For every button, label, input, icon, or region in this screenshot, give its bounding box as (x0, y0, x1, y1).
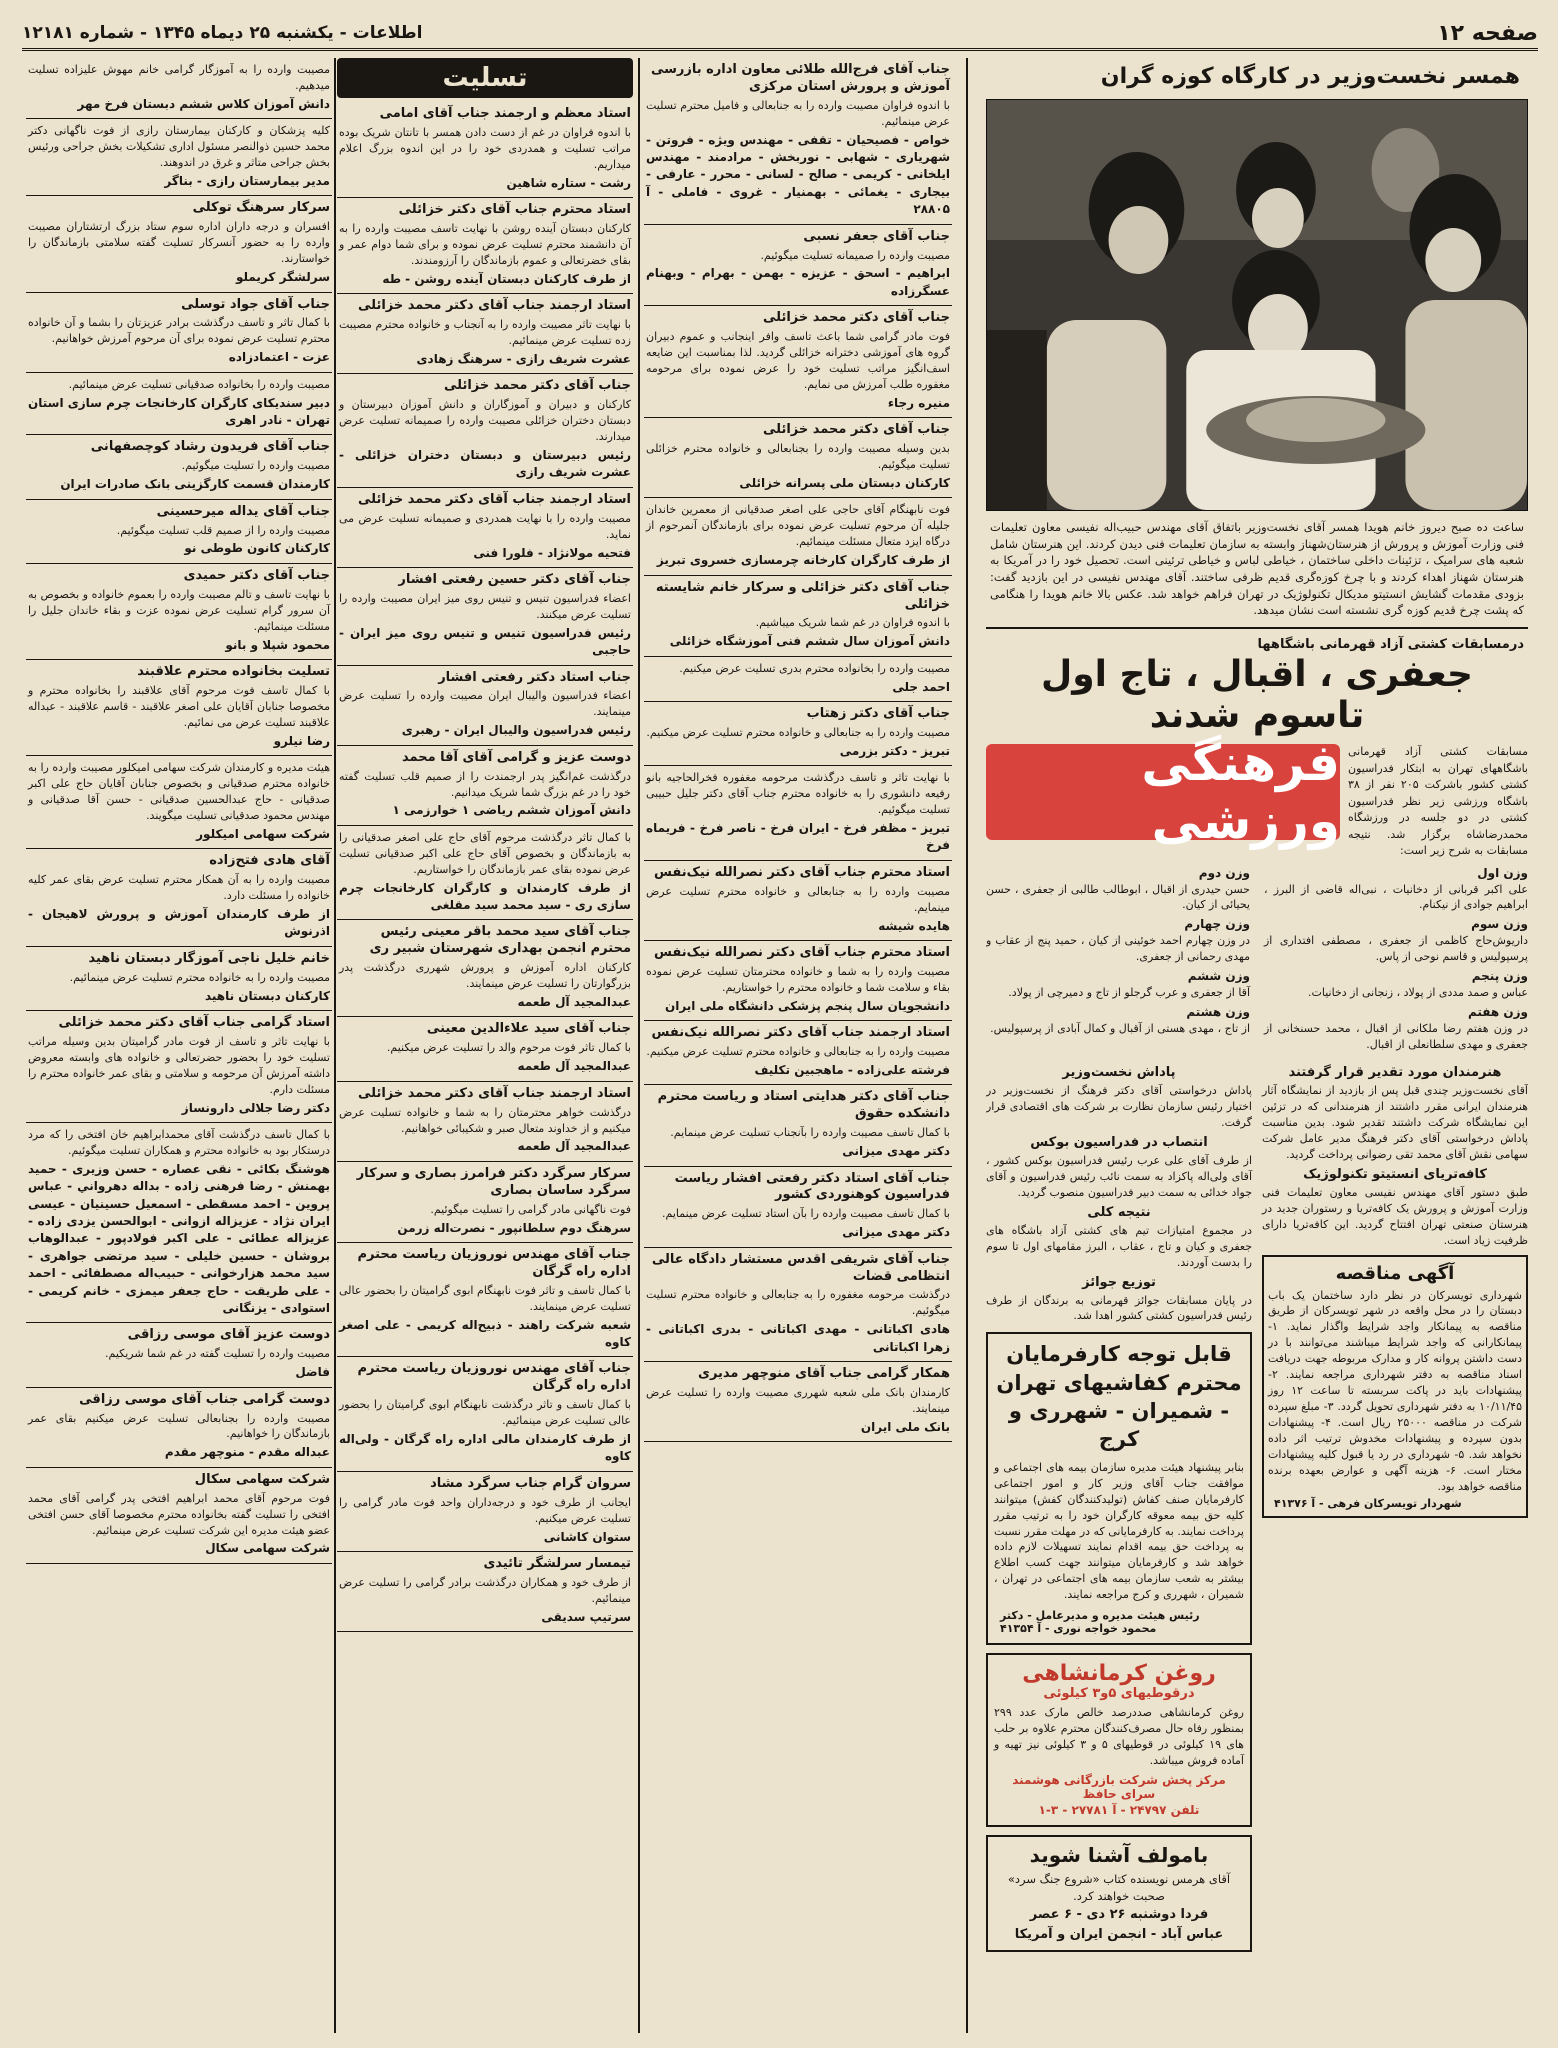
photo-caption: ساعت ده صبح دیروز خانم هویدا همسر آقای نخست‌وزیر باتفاق آقای مهندس حبیب‌اله نفیسی معاون تعلیمات فنی وزارت آموزش و پرورش از هنرستان‌شهناز وابسته به سازمان تعلیمات فنی دیدن کردند. این هنرستان شامل شعبه های سرامیک ، تزئینات داخلی ساختمان ، خیاطی لباس و خیاطی ترئینی است. تحصیل خود را در آمریکا به هنرستان شهناز اهداء کردند و با چرخ کوزه‌گری قدیم ظرفی ساختند. آقای مهندس نفیسی در این بازدید گفت: بزودی مقدمات گشایش انستیتو مدیکال تکنولوژیک در تهران فراهم خواهد شد. عکس بالا خانم هویدا را هنگامی که پشت چرخ قدیم کوزه گری نشسته است نشان میدهد. (990, 520, 1524, 618)
notice-text: با کمال تاسف و تاثر فوت نابهنگام ابوی گرامیتان را بحضور عالی تسلیت عرض مینمایند. (339, 1283, 631, 1313)
sports-headline: جعفری ، اقبال ، تاج اول تاسوم شدند (1041, 654, 1473, 737)
notice-signature: کارکنان دبستان ملی پسرانه خزائلی (739, 476, 950, 491)
notice-text: مصیبت وارده را از صمیم قلب تسلیت میگوئیم. (116, 523, 330, 537)
notice-title: جناب آقای دکتر زهتاب (806, 706, 950, 722)
notice-text: کارکنان دبستان آینده روشن با نهایت تاسف مصیبت وارده را به آن دانشمند محترم تسلیت عرض نموده و برای شما دوام عمر و بقای خضرتعالی و عموم بازماندگان را آرزومندند. (339, 221, 631, 267)
column-notices-3 (337, 58, 633, 2033)
notice-signature: محمود شپلا و بانو (225, 637, 330, 652)
notice-title: جناب آقای مهندس نوروزیان ریاست محترم اداره راه گرگان (357, 1246, 631, 1279)
sports-section (986, 734, 1528, 860)
notice-title: جناب آقای سید علاءالدین معینی (426, 1021, 631, 1037)
notice-title: سرکار سرهنگ توکلی (192, 200, 330, 216)
condolence-notice (26, 1388, 332, 1468)
notice-title: جناب آقای جواد توسلی (181, 296, 330, 312)
notice-signature: کارکنان کانون طوطی نو (184, 541, 330, 556)
oil-phone: تلفن ۲۴۷۹۷ - آ ۲۷۷۸۱ - ۳-۱ (1038, 1802, 1200, 1817)
notice-text: اعضاء فدراسیون تنیس و تنیس روی میز ایران مصیبت وارده را تسلیت عرض میکنند. (339, 591, 631, 621)
notice-text: مصیبت وارده را تسلیت میگوئیم. (181, 459, 330, 473)
notice-text: مصیبت وارده را به آن همکار محترم تسلیت عرض بقای عمر کلیه خانواده را مسئلت دارد. (28, 873, 330, 903)
notice-title: استاد ارجمند جناب آقای دکتر محمد خزائلی (358, 1085, 631, 1101)
notice-text: مصیبت وارده را تسلیت گفته در غم شما شریکیم. (105, 1347, 330, 1361)
weight-class (1264, 866, 1528, 914)
notice-text: کلیه پزشکان و کارکنان بیمارستان رازی از فوت ناگهانی دکتر محمد حسین ذوالنصر مسئول اداری تشکیلات بخش جراحی ورئیس بخش جراحی متاثر و غرق در اندوهند. (28, 124, 330, 170)
notice-signature: عبدالمجید آل طعمه (517, 1139, 631, 1154)
notice-signature: از طرف کارکنان دبستان آینده روشن - طه (382, 271, 631, 286)
notice-signature: منیره رجاء (887, 395, 950, 410)
notice-text: با نهایت تاثر و تاسف از فوت مادر گرامیتان بدین وسیله مراتب تسلیت خود را بحضور حضرتعالی و خانواده های وابسته معروض داشته آمرزش آن مرحومه و سلامتی و بقای عمر خانواده محترم را مسئلت دارم. (28, 1034, 330, 1096)
notice-text: با اندوه فراوان مصیبت وارده را به جنابعالی و فامیل محترم تسلیت عرض مینمائیم. (646, 98, 950, 128)
condolence-notice (337, 102, 633, 198)
ad-meet-author (986, 1835, 1252, 1953)
tender-text: شهرداری تویسرکان در نظر دارد ساختمان یک باب دبستان را در محل واقعه در شهر تویسرکان از طریق مناقصه به پیمانکار واجد شرایط واگذار نماید. ۱- پیمانکارانی که واجد شرایط میباشند می‌توانند با در دست داشتن پروانه کار و مدارک مربوطه جهت دریافت اسناد مناقصه به دفتر شهرداری مراجعه نمایند. ۲- پیشنهادات باید در پاکت سربسته تا ساعت ۱۲ روز ۱۰/۱۱/۴۵ به دفتر شهرداری تحویل گردد. ۳- مبلغ سپرده شرکت در مناقصه ۲۵۰۰۰ ریال است. ۴- پیشنهادات بدون سپرده و پیشنهادات مخدوش ترتیب اثر داده نخواهد شد. ۵- شهرداری در رد یا قبول کلیه پیشنهادات مختار است. ۶- هزینه آگهی و عوارض بعهده برنده مناقصه خواهد بود. (1268, 1288, 1523, 1493)
condolence-notice (26, 1468, 332, 1564)
weight-title: وزن هشتم (1186, 1005, 1250, 1020)
notice-title: جناب استاد دکتر رفعتی افشار (438, 669, 631, 685)
book-where: عباس آباد - انجمن ایران و آمریکا (1014, 1926, 1224, 1942)
notice-text: با کمال تاسف مصیبت وارده را بآن استاد تسلیت عرض مینمایم. (662, 1207, 950, 1221)
condolences-banner: تسلیت (337, 58, 633, 98)
condolence-notice (337, 826, 633, 921)
notice-text: با نهایت تاثر و تاسف درگذشت مرحومه مغفوره فخرالحاجیه بانو رفیعه دانشوری را به خانواده محترم جناب آقای دکتر جلیل حبیبی تسلیت میگوئیم. (646, 771, 950, 817)
tender-notice (1262, 1255, 1528, 1518)
news-brief (986, 1135, 1252, 1201)
notice-text: مصیبت وارده را صمیمانه تسلیت میگوئیم. (760, 248, 950, 262)
notice-title: خانم خلیل ناجی آموزگار دبستان ناهید (88, 950, 330, 966)
condolence-notice (644, 1167, 952, 1248)
notice-title: استاد محترم جناب آقای دکتر نصرالله نیک‌نفس (653, 864, 950, 880)
condolence-notice (26, 1123, 332, 1323)
notice-title: جناب آقای فریدون رشاد کوچصفهانی (90, 439, 330, 455)
column-notices-4 (26, 58, 332, 2033)
weight-text: داریوش‌حاج کاظمی از جعفری ، مصطفی افتداری از پرسپولیس و قاسم نوحی از پاس. (1264, 934, 1528, 964)
notice-signature: شرکت سهامی سکال (205, 1541, 330, 1556)
notice-title: استاد ارجمند جناب آقای دکتر محمد خزائلی (358, 298, 631, 314)
condolence-notice (26, 119, 332, 196)
notice-text: فوت نابهنگام آقای حاجی علی اصغر صدقیانی از معمرین خاندان جلیله آن مرحوم تسلیت عرض نموده برای بازماندگان آنمرحوم از درگاه ایزد متعال مسئلت مینمائیم. (646, 503, 950, 549)
notice-text: ایجانب از طرف خود و درجه‌داران واحد فوت مادر گرامی را تسلیت عرض میکنیم. (339, 1495, 631, 1525)
briefs-right (1262, 1061, 1528, 1952)
condolence-notice (644, 306, 952, 418)
notice-title: جناب آقای دکتر هدایتی استاد و ریاست محترم دانشکده حقوق (657, 1089, 950, 1122)
notice-text: با اندوه فراوان در غم از دست دادن همسر با تانتان شریک بوده مراتب تسلیت و همدردی خود را در این اندوه بزرگ اعلام میداریم. (339, 125, 631, 171)
condolence-notice (26, 564, 332, 660)
notice-signature: دانش آموزان کلاس ششم دبستان فرخ مهر (77, 96, 330, 111)
notice-title: جناب آقای فرج‌الله طلائی معاون اداره بازرسی آموزش و پرورش استان مرکزی (650, 62, 950, 94)
notice-title: جناب آقای دکتر حسین رفعتی افشار (398, 571, 631, 587)
notice-title: دوست عزیز آقای موسی رزاقی (127, 1327, 330, 1343)
ad-kermanshahi-oil (986, 1653, 1252, 1827)
notice-text: درگذشت مرحومه مغفوره را به جنابعالی و خانواده محترم تسلیت میگوئیم. (646, 1288, 950, 1318)
briefs-grid (986, 1061, 1528, 1952)
notice-signature: عزت - اعتمادزاده (228, 350, 330, 365)
notice-signature: دانش آموزان ششم ریاضی ۱ خوارزمی ۱ (392, 803, 631, 818)
news-brief (1262, 1167, 1528, 1249)
notice-title: همکار گرامی جناب آقای منوچهر مدیری (698, 1366, 950, 1382)
tender-signature: شهردار تویسرکان فرهی - آ ۴۱۳۷۶ (1274, 1496, 1462, 1510)
condolence-notice (337, 198, 633, 294)
condolence-notice (337, 746, 633, 826)
condolence-notice (337, 1243, 633, 1357)
notice-text: مصیبت وارده را به جنابعالی و خانواده محترم تسلیت عرض میکنیم. (646, 1045, 950, 1059)
column-divider (966, 58, 968, 2033)
weight-title: وزن اول (1477, 865, 1528, 880)
notice-signature: شرکت سهامی امیکلور (196, 826, 330, 841)
notice-signature: هایده شیشه (878, 918, 950, 933)
notice-title: جناب آقای سید محمد باقر معینی رئیس محترم انجمن بهداری شهرستان شبیر ری (369, 924, 631, 957)
notice-title: دوست عزیز و گرامی آقای آقا محمد (401, 749, 631, 765)
notice-signature: از طرف کارمندان و کارگران کارخانجات چرم سازی ری - سید محمد سید مقلغی (339, 880, 631, 913)
oil-distributor: مرکز پخش شرکت بازرگانی هوشمند سرای حافظ (1012, 1772, 1226, 1801)
weight-text: حسن حیدری از اقبال ، ابوطالب طالبی از جعفری ، حسن یحیائی از کیان. (986, 882, 1250, 912)
notice-title: تسلیت بخانواده محترم علاقبند (137, 663, 330, 679)
condolence-notice (337, 1017, 633, 1081)
brief-text: در پایان مسابقات جوائز قهرمانی به برندگان از طرف رئیس فدراسیون کشتی کشور اهدا شد. (986, 1293, 1252, 1323)
notice-text: مصیبت وارده را بجنابعالی تسلیت عرض میکنیم بقای عمر بازماندگان را خواهانیم. (28, 1411, 330, 1441)
weight-title: وزن دوم (1198, 865, 1250, 880)
notice-signature: هادی اکباتانی - مهدی اکباتانی - بدری اکباتانی - زهرا اکباتانی (646, 1322, 950, 1354)
masthead (22, 18, 1538, 51)
notice-text: فوت مرحوم آقای محمد ابراهیم افتخی پدر گرامی آقای محمد افتخی را تسلیت گفته بخانواده محترم مخصوصا آقای حسن افتخی عضو هیئت مدیره این شرکت تسلیت عرض مینمائیم. (28, 1491, 330, 1537)
column-divider (638, 58, 640, 2033)
ad-text: بنابر پیشنهاد هیئت مدیره سازمان بیمه های اجتماعی و موافقت جناب آقای وزیر کار و امور اجتماعی کارفرمایان صنف کفاش (تولیدکنندگان کفش) میتوانند کلیه حق بیمه معوقه کارگران خود را به ترتیب مقرر پرداخت نمایند. به کارفرمایانی که در مهلت مقرر نسبت به پرداخت حق بیمه اقدام نمایند تسهیلات لازم داده خواهد شد و کارفرمایان میتوانند جهت کسب اطلاع بیشتر به شعب سازمان بیمه های اجتماعی در تهران ، شمیران ، شهرری و کرج مراجعه نمایند. (994, 1460, 1244, 1602)
book-text: آقای هرمس نویسنده کتاب «شروع جنگ سرد» صحبت خواهند کرد. (1007, 1871, 1231, 1904)
column-news (986, 58, 1528, 2033)
notice-text: فوت مادر گرامی شما باعث تاسف وافر اینجانب و عموم دبیران گروه های آموزشی دخترانه خزائلی گردید. لذا بمناسبت این ضایعه اسف‌انگیز مراتب تسلیت خود را عرض نموده برای مرحومه مغفوره طلب آمرزش می نمایم. (646, 330, 950, 391)
notice-text: از طرف خود و همکاران درگذشت برادر گرامی را تسلیت عرض مینمائیم. (339, 1575, 631, 1605)
notice-signature: دکتر رضا جلالی دارونساز (181, 1100, 330, 1115)
notice-text: با کمال تاسف و تاثر درگذشت نابهنگام ابوی گرامیتان را بحضور عالی تسلیت عرض مینمائیم. (339, 1398, 631, 1428)
notice-text: هیئت مدیره و کارمندان شرکت سهامی امیکلور مصیبت وارده را به خانواده محترم صدقیانی و بخصوص جنابان آقایان حاج علی اکبر صدقیانی - حاج عبدالحسین صدقیانی - حسن آقا صدقیانی و مهندس محمود صدقیانی تسلیت میگویند. (28, 761, 330, 822)
sports-kicker: درمسابقات کشتی آزاد قهرمانی باشگاهها (1257, 637, 1524, 653)
notice-text: مصیبت وارده را به آموزگار گرامی خانم مهوش علیزاده تسلیت میدهیم. (28, 63, 330, 92)
weight-text: از تاج ، مهدی هستی از آقبال و کمال آبادی از پرسپولیس. (990, 1022, 1250, 1036)
notice-text: کارکنان اداره آموزش و پرورش شهرری درگذشت پدر بزرگوارتان را تسلیت عرض مینمایند. (339, 961, 631, 991)
notice-signature: فرشته علی‌زاده - ماهجبین تکلیف (754, 1063, 950, 1077)
photo-story-title: همسر نخست‌وزیر در کارگاه کوزه گران (1100, 64, 1520, 89)
brief-title: پاداش نخست‌وزیر (1062, 1065, 1176, 1081)
notice-text: با کمال تاثر درگذشت مرحوم آقای حاج علی اصغر صدقیانی را به بازماندگان و بخصوص آقای حاج علی اکبر صدقیانی تسلیت عرض نموده بقای عمر بازماندگان را خواستاریم. (339, 830, 631, 876)
weight-class (1264, 969, 1528, 1001)
notice-text: مصیبت وارده را به جنابعالی و خانواده محترم تسلیت عرض مینمایم. (646, 884, 950, 914)
notice-title: آقای هادی فتح‌زاده (209, 853, 330, 869)
notice-text: درگذشت خواهر محترمتان را به شما و خانواده تسلیت عرض میکنیم و از خداوند متعال صبر و شکیبائی خواهانیم. (339, 1105, 631, 1135)
condolence-notice (644, 498, 952, 575)
notice-text: با کمال تاسف فوت مرحوم آقای علاقبند را بخانواده محترم و مخصوصا جنابان آقایان علی اصغر علاقبند - قاسم علاقبند - عبداله علاقبند تسلیت عرض می نمائیم. (28, 683, 330, 729)
page-number: صفحه ۱۲ (1437, 20, 1538, 46)
book-title: بامولف آشنا شوید (1029, 1842, 1209, 1867)
tender-title: آگهی مناقصه (1335, 1262, 1455, 1284)
notice-text: با نهایت تاسف و تالم مصیبت وارده را بعموم خانواده و بخصوص به آن سرور گرام تسلیت عرض نموده عزت و بقاء خاندان جلیل را مسئلت مینمائیم. (28, 587, 330, 633)
notice-title: استاد گرامی جناب آقای دکتر محمد خزائلی (58, 1014, 330, 1030)
condolence-notice (26, 1011, 332, 1123)
news-brief (986, 1275, 1252, 1325)
oil-subtitle: درقوطیهای ۵و۳ کیلوئی (1043, 1686, 1195, 1702)
brief-title: انتصاب در فدراسیون بوکس (1030, 1134, 1208, 1150)
condolence-notice (26, 947, 332, 1011)
notice-text: مصیبت وارده را به خانواده محترم تسلیت عرض مینمائیم. (69, 970, 330, 984)
notice-signature: ابراهیم - اسحق - عزیزه - بهمن - بهرام - وبهنام عسگرزاده (646, 266, 950, 298)
condolence-notice (644, 225, 952, 307)
notice-signature: کارمندان قسمت کارگزینی بانک صادرات ایران (60, 477, 330, 492)
condolence-notice (337, 666, 633, 746)
condolence-notice (337, 1357, 633, 1471)
notice-text: با کمال تاسف مصیبت وارده را بآنجناب تسلیت عرض مینمایم. (670, 1126, 950, 1140)
weight-title: وزن هفتم (1467, 1005, 1528, 1020)
weight-class (986, 917, 1250, 965)
notice-signature: سرتیپ سدیقی (541, 1609, 631, 1624)
condolence-notice (26, 756, 332, 849)
ad-shoe-factories (986, 1332, 1252, 1645)
notice-signature: رئیس فدراسیون والیبال ایران - رهبری (401, 723, 631, 738)
notice-title: جناب آقای دکتر خزائلی و سرکار خانم شایسته خزائلی (655, 579, 950, 612)
notice-text: با کمال تاسف درگذشت آقای محمدابراهیم خان افتخی را که مرد درستکار بود به خانواده محترم و همکاران تسلیت میگوئیم. (28, 1128, 330, 1157)
weight-class (1264, 1005, 1528, 1053)
notice-title: استاد محترم جناب آقای دکتر نصرالله نیک‌نفس (653, 945, 950, 961)
condolence-notice (337, 920, 633, 1017)
condolence-notice (644, 657, 952, 702)
weight-class (986, 1005, 1250, 1053)
condolence-notice (644, 1085, 952, 1166)
sports-intro: مسابقات کشتی آزاد قهرمانی باشگاههای تهران به ابتکار فدراسیون کشتی کشور باشرکت ۲۰۵ نفر از ۳۸ باشگاه ورزشی زیر نظر فدراسیون کشتی در دو جلسه در ورزشگاه محمدرضاشاه برگزار شد. نتیجه مسابقات به شرح زیر است: (1348, 745, 1528, 858)
condolence-notice (26, 660, 332, 756)
notice-signature: از طرف کارمندان مالی اداره راه گرگان - ولی‌اله کاوه (339, 1432, 631, 1464)
weight-title: وزن ششم (1187, 969, 1250, 984)
notice-text: کارمندان بانک ملی شعبه شهرری مصیبت وارده را تسلیت عرض مینمایند. (646, 1385, 950, 1415)
brief-title: کافه‌تریای انستیتو تکنولوژیک (1303, 1166, 1487, 1182)
notice-title: جناب آقای دکتر محمد خزائلی (762, 422, 950, 438)
notice-text: مصیبت وارده را بخانواده محترم بدری تسلیت عرض میکنیم. (679, 661, 950, 675)
condolence-notice (26, 1323, 332, 1387)
notice-title: جناب آقای دکتر حمیدی (183, 567, 330, 583)
notice-signature: رشت - ستاره شاهین (506, 175, 631, 190)
condolence-notice (26, 435, 332, 499)
notice-title: تیمسار سرلشگر تائیدی (483, 1556, 631, 1571)
condolence-notice (644, 1248, 952, 1362)
brief-text: در مجموع امتیازات تیم های کشتی آزاد باشگاه های جعفری و کیان و تاج ، عقاب ، البرز مقامهای اول تا سوم را بدست آوردند. (986, 1223, 1252, 1269)
weight-text: علی اکبر قربانی از دخانیات ، نبی‌اله قاضی از البرز ، ابراهیم جوادی از نیکنام. (1264, 882, 1528, 912)
weight-text: آقا از جعفری و عرب گرجلو از تاج و دمیرچی از پولاد. (1008, 986, 1250, 1000)
weight-class (986, 866, 1250, 914)
notice-signature: ستوان کاشانی (543, 1529, 631, 1544)
notice-signature: سرلشگر کریملو (235, 270, 330, 285)
notice-text: بدین وسیله مصیبت وارده را بجنابعالی و خانواده محترم خزائلی تسلیت میگوئیم. (646, 442, 950, 472)
notice-text: مصیبت وارده را به شما و خانواده محترمتان تسلیت عرض نموده بقاء و سلامت شما و خانواده محترم را خواستاریم. (646, 964, 950, 994)
condolence-notice (644, 861, 952, 941)
notice-text: درگذشت غم‌انگیز پدر ارجمندت را از صمیم قلب تسلیت گفته خود را در غم بزرگ شما شریک میدانیم. (339, 769, 631, 799)
condolence-notice (26, 196, 332, 292)
condolence-notice (26, 58, 332, 119)
condolence-notice (644, 1021, 952, 1085)
condolence-notice (337, 1082, 633, 1162)
issue-info: اطلاعات - یکشنبه ۲۵ دیماه ۱۳۴۵ - شماره ۱۲۱۸۱ (22, 23, 423, 43)
notice-text: افسران و درجه داران اداره سوم ستاد بزرگ ارتشتاران مصیبت وارده را به حضور آنسرکار تسلیت گفته سلامتی بازماندگان را خواستارند. (28, 220, 330, 266)
notice-signature: مدیر بیمارستان رازی - بناگر (164, 174, 330, 189)
brief-title: هنرمندان مورد تقدیر قرار گرفتند (1288, 1065, 1502, 1081)
brief-title: توزیع جوائز (1082, 1274, 1156, 1290)
condolence-notice (644, 702, 952, 766)
notice-text: با اندوه فراوان در غم شما شریک میباشیم. (755, 616, 950, 630)
notice-title: استاد ارجمند جناب آقای دکتر محمد خزائلی (358, 491, 631, 507)
notice-title: جناب آقای جعفر نسبی (803, 228, 950, 244)
news-photo (986, 99, 1528, 511)
notice-title: دوست گرامی جناب آقای موسی رزاقی (79, 1391, 330, 1407)
notice-title: جناب آقای دکتر محمد خزائلی (443, 378, 631, 394)
condolence-notice (337, 568, 633, 666)
book-when: فردا دوشنبه ۲۶ دی - ۶ عصر (1029, 1907, 1209, 1923)
condolence-notice (644, 766, 952, 861)
notice-text: اعضاء فدراسیون والیبال ایران مصیبت وارده را تسلیت عرض مینمایند. (339, 689, 631, 719)
notice-title: استاد معظم و ارجمند جناب آقای امامی (379, 106, 631, 121)
notice-signature: رضا نیلرو (273, 733, 330, 748)
notice-title: شرکت سهامی سکال (194, 1471, 330, 1487)
condolence-notice (337, 374, 633, 487)
weight-text: در وزن هفتم رضا ملکانی از اقبال ، محمد حسنخانی از جعفری و مهدی سلطانعلی از اقبال. (1264, 1022, 1528, 1052)
notice-title: جناب آقای استاد دکتر رفعتی افشار ریاست فدراسیون کوهنوردی کشور (674, 1170, 950, 1203)
notice-title: استاد ارجمند جناب آقای دکتر نصرالله نیک‌نفس (651, 1025, 950, 1041)
notice-signature: فاضل (295, 1365, 330, 1380)
weight-text: عباس و صمد مددی از پولاد ، زنجانی از دخانیات. (1308, 986, 1528, 1000)
weight-results (986, 866, 1528, 1054)
notice-signature: عبدالمجید آل طعمه (517, 995, 631, 1010)
condolence-notice (337, 1552, 633, 1632)
brief-text: آقای نخست‌وزیر چندی قبل پس از بازدید از نمایشگاه آثار هنرمندان ایرانی مقرر داشتند از هنرمندانی که در تزئین این نمایشگاه شرکت داشتند تقدیر شود. بدین مناسبت پاداش درخواستی آقای دکتر فرهنگ مدیر عامل شرکت سهامی نقش آقای محمد تقی رضوانی پرداخت گردید. (1262, 1084, 1528, 1161)
condolence-notice (337, 1472, 633, 1552)
notice-title: جناب آقای مهندس نوروزیان ریاست محترم اداره راه گرگان (357, 1361, 631, 1394)
section-banner-culture-sports: فرهنگی ورزشی (986, 744, 1340, 840)
weight-class (986, 969, 1250, 1001)
condolence-notice (26, 500, 332, 564)
divider (986, 627, 1528, 629)
weight-class (1264, 917, 1528, 965)
brief-text: از طرف آقای علی عرب رئیس فدراسیون بوکس کشور ، آقای ولی‌اله پاکزاد به سمت نائب رئیس فدراسیون و آقای جواد خدائی به سمت دبیر فدراسیون منصوب گردید. (986, 1153, 1252, 1199)
oil-text: روغن کرمانشاهی صددرصد خالص مارک عدد ۲۹۹ بمنظور رفاه حال مصرف‌کنندگان محترم علاوه بر حلب های ۱۹ کیلوئی در قوطیهای ۵ و ۳ کیلوئی نیز تهیه و آماده فروش میباشد. (994, 1706, 1244, 1768)
notice-signature: سرهنگ دوم سلطانپور - نصرت‌اله زرمن (397, 1220, 631, 1235)
briefs-left (986, 1061, 1252, 1952)
condolence-notice (26, 849, 332, 947)
notice-signature: بانک ملی ایران (860, 1419, 950, 1434)
brief-title: نتیجه کلی (1087, 1204, 1151, 1220)
notice-signature: عشرت شریف رازی - سرهنگ زهادی (416, 351, 631, 366)
weight-title: وزن پنجم (1471, 969, 1528, 984)
condolence-notice (644, 941, 952, 1021)
weight-title: وزن چهارم (1184, 917, 1250, 932)
notice-title: جناب آقای شریفی اقدس مستشار دادگاه عالی انتظامی قضات (651, 1251, 950, 1284)
notice-text: مصیبت وارده را بخانواده صدقیانی تسلیت عرض مینمائیم. (68, 377, 330, 391)
notice-signature: فتحیه مولانژاد - فلورا فنی (473, 545, 631, 560)
notice-text: با نهایت تاثر مصیبت وارده را به آنجناب و خانواده محترم مصیبت زده تسلیت عرض مینمائیم. (339, 318, 631, 348)
notice-title: سروان گرام جناب سرگرد مشاد (430, 1475, 631, 1491)
notice-signature: خواص - فصیحیان - تقفی - مهندس ویژه - فروتن - شهریاری - شهابی - نوربخش - مرادمند - مهندس ایلخانی - کریمی - صالح - لسانی - محرر - عارفی - بیجاری - یغمائی - بهمنیار - غروی - فاملی - آ ۲۸۸۰۵ (646, 132, 950, 217)
notice-title: جناب آقای یداله میرحسینی (156, 503, 330, 519)
notice-text: با کمال تاثر و تاسف درگذشت برادر عزیزتان را بشما و آن خانواده محترم تسلیت عرض نموده برای آن مرحوم آمرزش خواهانیم. (28, 316, 330, 346)
condolence-notice (337, 294, 633, 374)
column-divider (334, 58, 336, 2033)
notice-signature: دبیر سندیکای کارگران کارخانجات چرم سازی استان تهران - نادر اهری (28, 395, 330, 428)
condolence-notice (644, 576, 952, 657)
notice-signature: رئیس فدراسیون تنیس و تنیس روی میز ایران - حاجبی (339, 625, 631, 658)
notice-text: کارکنان و دبیران و آموزگاران و دانش آموزان دبیرستان و دبستان دختران خزائلی مصیبت وارده را صمیمانه تسلیت عرض میدارند. (339, 398, 631, 444)
weight-text: در وزن چهارم احمد خوئینی از کیان ، حمید پنج از عقاب و مهدی رحمانی از جعفری. (986, 934, 1250, 964)
ad-title: قابل توجه کارفرمایان محترم کفاشیهای تهران - شمیران - شهرری و کرج (996, 1342, 1242, 1452)
notice-signature: رئیس دبیرستان و دبستان دختران خزائلی - عشرت شریف رازی (339, 448, 631, 480)
notice-signature: از طرف کارمندان آموزش و پرورش لاهیجان - اذرنوش (28, 906, 330, 939)
notice-signature: عبداله مقدم - منوچهر مقدم (164, 1445, 330, 1460)
notice-signature: دانش آموزان سال ششم فنی آموزشگاه خزائلی (669, 634, 950, 649)
ad-signature: رئیس هیئت مدیره و مدیرعامل - دکتر محمود خواجه نوری - آ ۴۱۳۵۴ (1000, 1609, 1200, 1636)
notice-signature: کارکنان دبستان ناهید (204, 988, 330, 1003)
notice-title: سرکار سرگرد دکتر فرامرز بصاری و سرکار سرگرد ساسان بصاری (356, 1165, 631, 1198)
notice-signature: دانشجویان سال پنجم پزشکی دانشگاه ملی ایران (664, 998, 950, 1013)
news-photo-image (987, 100, 1527, 510)
notice-signature: تبریز - مظفر فرخ - ایران فرخ - ناصر فرخ - فریماه فرخ (646, 821, 950, 853)
weight-title: وزن سوم (1471, 917, 1528, 932)
column-notices-2 (644, 58, 952, 2033)
notice-signature: احمد جلی (892, 679, 950, 694)
notice-title: استاد محترم جناب آقای دکتر خزائلی (398, 202, 631, 218)
notice-text: مصیبت وارده را به جنابعالی و خانواده محترم تسلیت عرض میکنیم. (646, 725, 950, 739)
condolence-notice (26, 293, 332, 373)
notice-title: جناب آقای دکتر محمد خزائلی (762, 310, 950, 326)
notice-signature: از طرف کارگران کارخانه چرمسازی خسروی تبریز (656, 553, 950, 568)
condolence-notice (644, 418, 952, 498)
oil-title: روغن کرمانشاهی (1022, 1661, 1216, 1687)
news-brief (986, 1065, 1252, 1131)
notice-text: فوت ناگهانی مادر گرامی را تسلیت میگوئیم. (430, 1202, 631, 1216)
notice-text: مصیبت وارده را با نهایت همدردی و صمیمانه تسلیت عرض می نماید. (339, 511, 631, 541)
condolence-notice (337, 1162, 633, 1243)
condolence-notice (644, 58, 952, 225)
notice-signature: دکتر مهدی میزانی (842, 1144, 950, 1159)
condolence-notice (337, 488, 633, 568)
notice-signature: شعبه شرکت راهند - ذبیح‌اله کریمی - علی اصغر کاوه (339, 1317, 631, 1350)
news-brief (1262, 1065, 1528, 1163)
notice-text: با کمال تاثر فوت مرحوم والد را تسلیت عرض میکنیم. (386, 1041, 631, 1055)
news-brief (986, 1205, 1252, 1271)
notice-signature: دکتر مهدی میزانی (842, 1225, 950, 1240)
condolence-notice (26, 373, 332, 436)
notice-signature: تبریز - دکتر بزرمی (839, 743, 950, 758)
notice-signature: عبدالمجید آل طعمه (517, 1059, 631, 1074)
brief-text: پاداش درخواستی آقای دکتر فرهنگ از نخست‌وزیر در اختیار رئیس سازمان نظارت بر شرکت های اقتصادی قرار گرفت. (986, 1084, 1252, 1129)
brief-text: طبق دستور آقای مهندس نفیسی معاون تعلیمات فنی وزارت آموزش و پرورش یک کافه‌تریا و رستوران جدید در هنرستان صنعتی تهران افتتاح گردید. این کافه‌تریا دارای ظرفیت زیاد است. (1262, 1185, 1528, 1247)
condolence-notice (644, 1362, 952, 1442)
notice-signature: هوشنگ بکائی - نقی عصاره - حسن وزیری - حمید بهمنش - رضا فرهنی زاده - بداله دهرواني - عباس پروین - احمد مسقطی - اسمعیل حسینیان - عیسی ایران نژاد - عزیزاله ازوانی - ابوالحسن یزدی زاده - عزیزاله عطائی - علی اکبر فولادپور - عبدالوهاب بروشان - حسین خلیلی - سید مرتضی جواهری - سید محمد هزارخوانی - حبیب‌اله مصطفائی - احمد - علی طریقت - حاج جعفر میمزی - خانم کریمی - استوادی - یزنگانی (28, 1161, 330, 1315)
